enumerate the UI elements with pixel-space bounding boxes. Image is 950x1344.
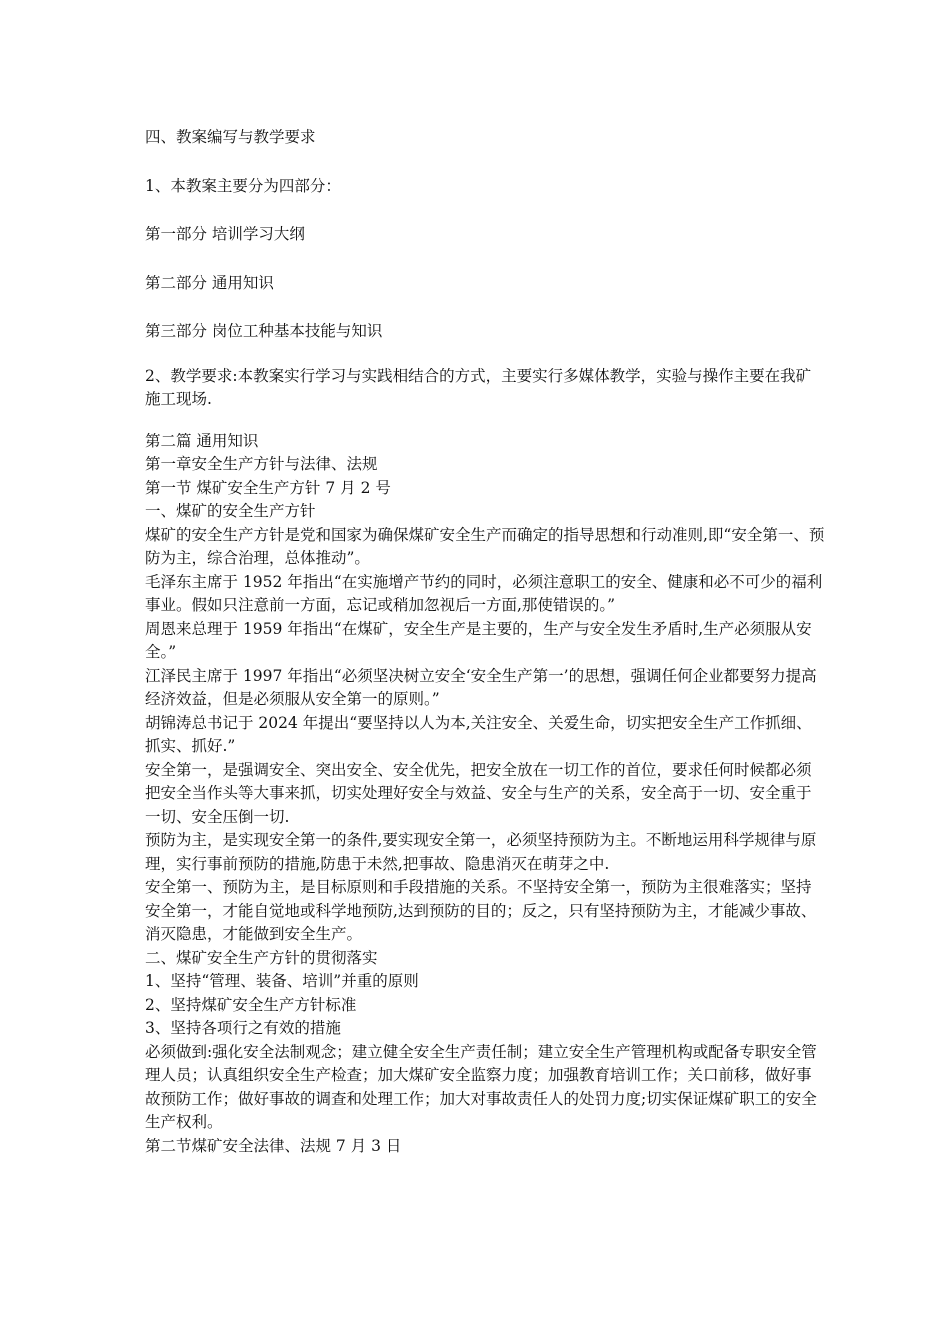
- section-title: 第一节 煤矿安全生产方针 7 月 2 号: [145, 478, 391, 497]
- part-two: 第二部分 通用知识: [145, 273, 274, 292]
- document-content: [145, 122, 825, 1158]
- teaching-requirement: 2、教学要求:本教案实行学习与实践相结合的方式，主要实行多媒体教学，实验与操作主要在我矿施工现场.: [145, 366, 812, 408]
- list-item: 2、坚持煤矿安全生产方针标准: [145, 995, 357, 1014]
- part-title: 第二篇 通用知识: [145, 431, 259, 450]
- list-item: 3、坚持各项行之有效的措施: [145, 1019, 341, 1037]
- chapter-title: 第一章安全生产方针与法律、法规: [145, 455, 378, 473]
- parts-intro: 1、本教案主要分为四部分：: [145, 176, 341, 195]
- paragraph: 江泽民主席于 1997 年指出“必须坚决树立安全‘安全生产第一’的思想，强调任何企业都要努力提高经济效益，但是必须服从安全第一的原则。”: [145, 666, 817, 708]
- paragraph: 煤矿的安全生产方针是党和国家为确保煤矿安全生产而确定的指导思想和行动准则,即“安全第一、预防为主，综合治理，总体推动”。: [145, 525, 825, 567]
- section-heading: 四、教案编写与教学要求: [145, 128, 316, 146]
- part-one: 第一部分 培训学习大纲: [145, 225, 305, 243]
- section-title: 第二节煤矿安全法律、法规 7 月 3 日: [145, 1136, 402, 1155]
- paragraph: 预防为主，是实现安全第一的条件,要实现安全第一，必须坚持预防为主。不断地运用科学规律与原理，实行事前预防的措施,防患于未然,把事故、隐患消灭在萌芽之中.: [145, 831, 817, 873]
- part-three: 第三部分 岗位工种基本技能与知识: [145, 322, 383, 340]
- list-item: 1、坚持“管理、装备、培训”并重的原则: [145, 972, 419, 990]
- paragraph: 周恩来总理于 1959 年指出“在煤矿，安全生产是主要的，生产与安全发生矛盾时,生产必须服从安全。”: [145, 619, 812, 661]
- paragraph: 安全第一，是强调安全、突出安全、安全优先，把安全放在一切工作的首位，要求任何时候都必须把安全当作头等大事来抓，切实处理好安全与效益、安全与生产的关系，安全高于一切、安全重于一切、安全压倒一切.: [145, 760, 812, 826]
- paragraph: 胡锦涛总书记于 2024 年提出“要坚持以人为本,关注安全、关爱生命，切实把安全生产工作抓细、抓实、抓好.”: [145, 713, 812, 755]
- paragraph: 毛泽东主席于 1952 年指出“在实施增产节约的同时，必须注意职工的安全、健康和必不可少的福利事业。假如只注意前一方面，忘记或稍加忽视后一方面,那使错误的。”: [145, 572, 823, 614]
- subsection-title: 二、煤矿安全生产方针的贯彻落实: [145, 948, 378, 967]
- subsection-title: 一、煤矿的安全生产方针: [145, 502, 316, 520]
- paragraph: 必须做到:强化安全法制观念；建立健全安全生产责任制；建立安全生产管理机构或配备专职安全管理人员；认真组织安全生产检查；加大煤矿安全监察力度；加强教育培训工作；关口前移，做好事故预防工作；做好事故的调查和处理工作；加大对事故责任人的处罚力度;切实保证煤矿职工的安全生产权利。: [145, 1042, 817, 1131]
- paragraph: 安全第一、预防为主，是目标原则和手段措施的关系。不坚持安全第一，预防为主很难落实；坚持安全第一，才能自觉地或科学地预防,达到预防的目的；反之，只有坚持预防为主，才能减少事故、消灭隐患，才能做到安全生产。: [145, 878, 817, 943]
- document-body: [145, 430, 825, 1159]
